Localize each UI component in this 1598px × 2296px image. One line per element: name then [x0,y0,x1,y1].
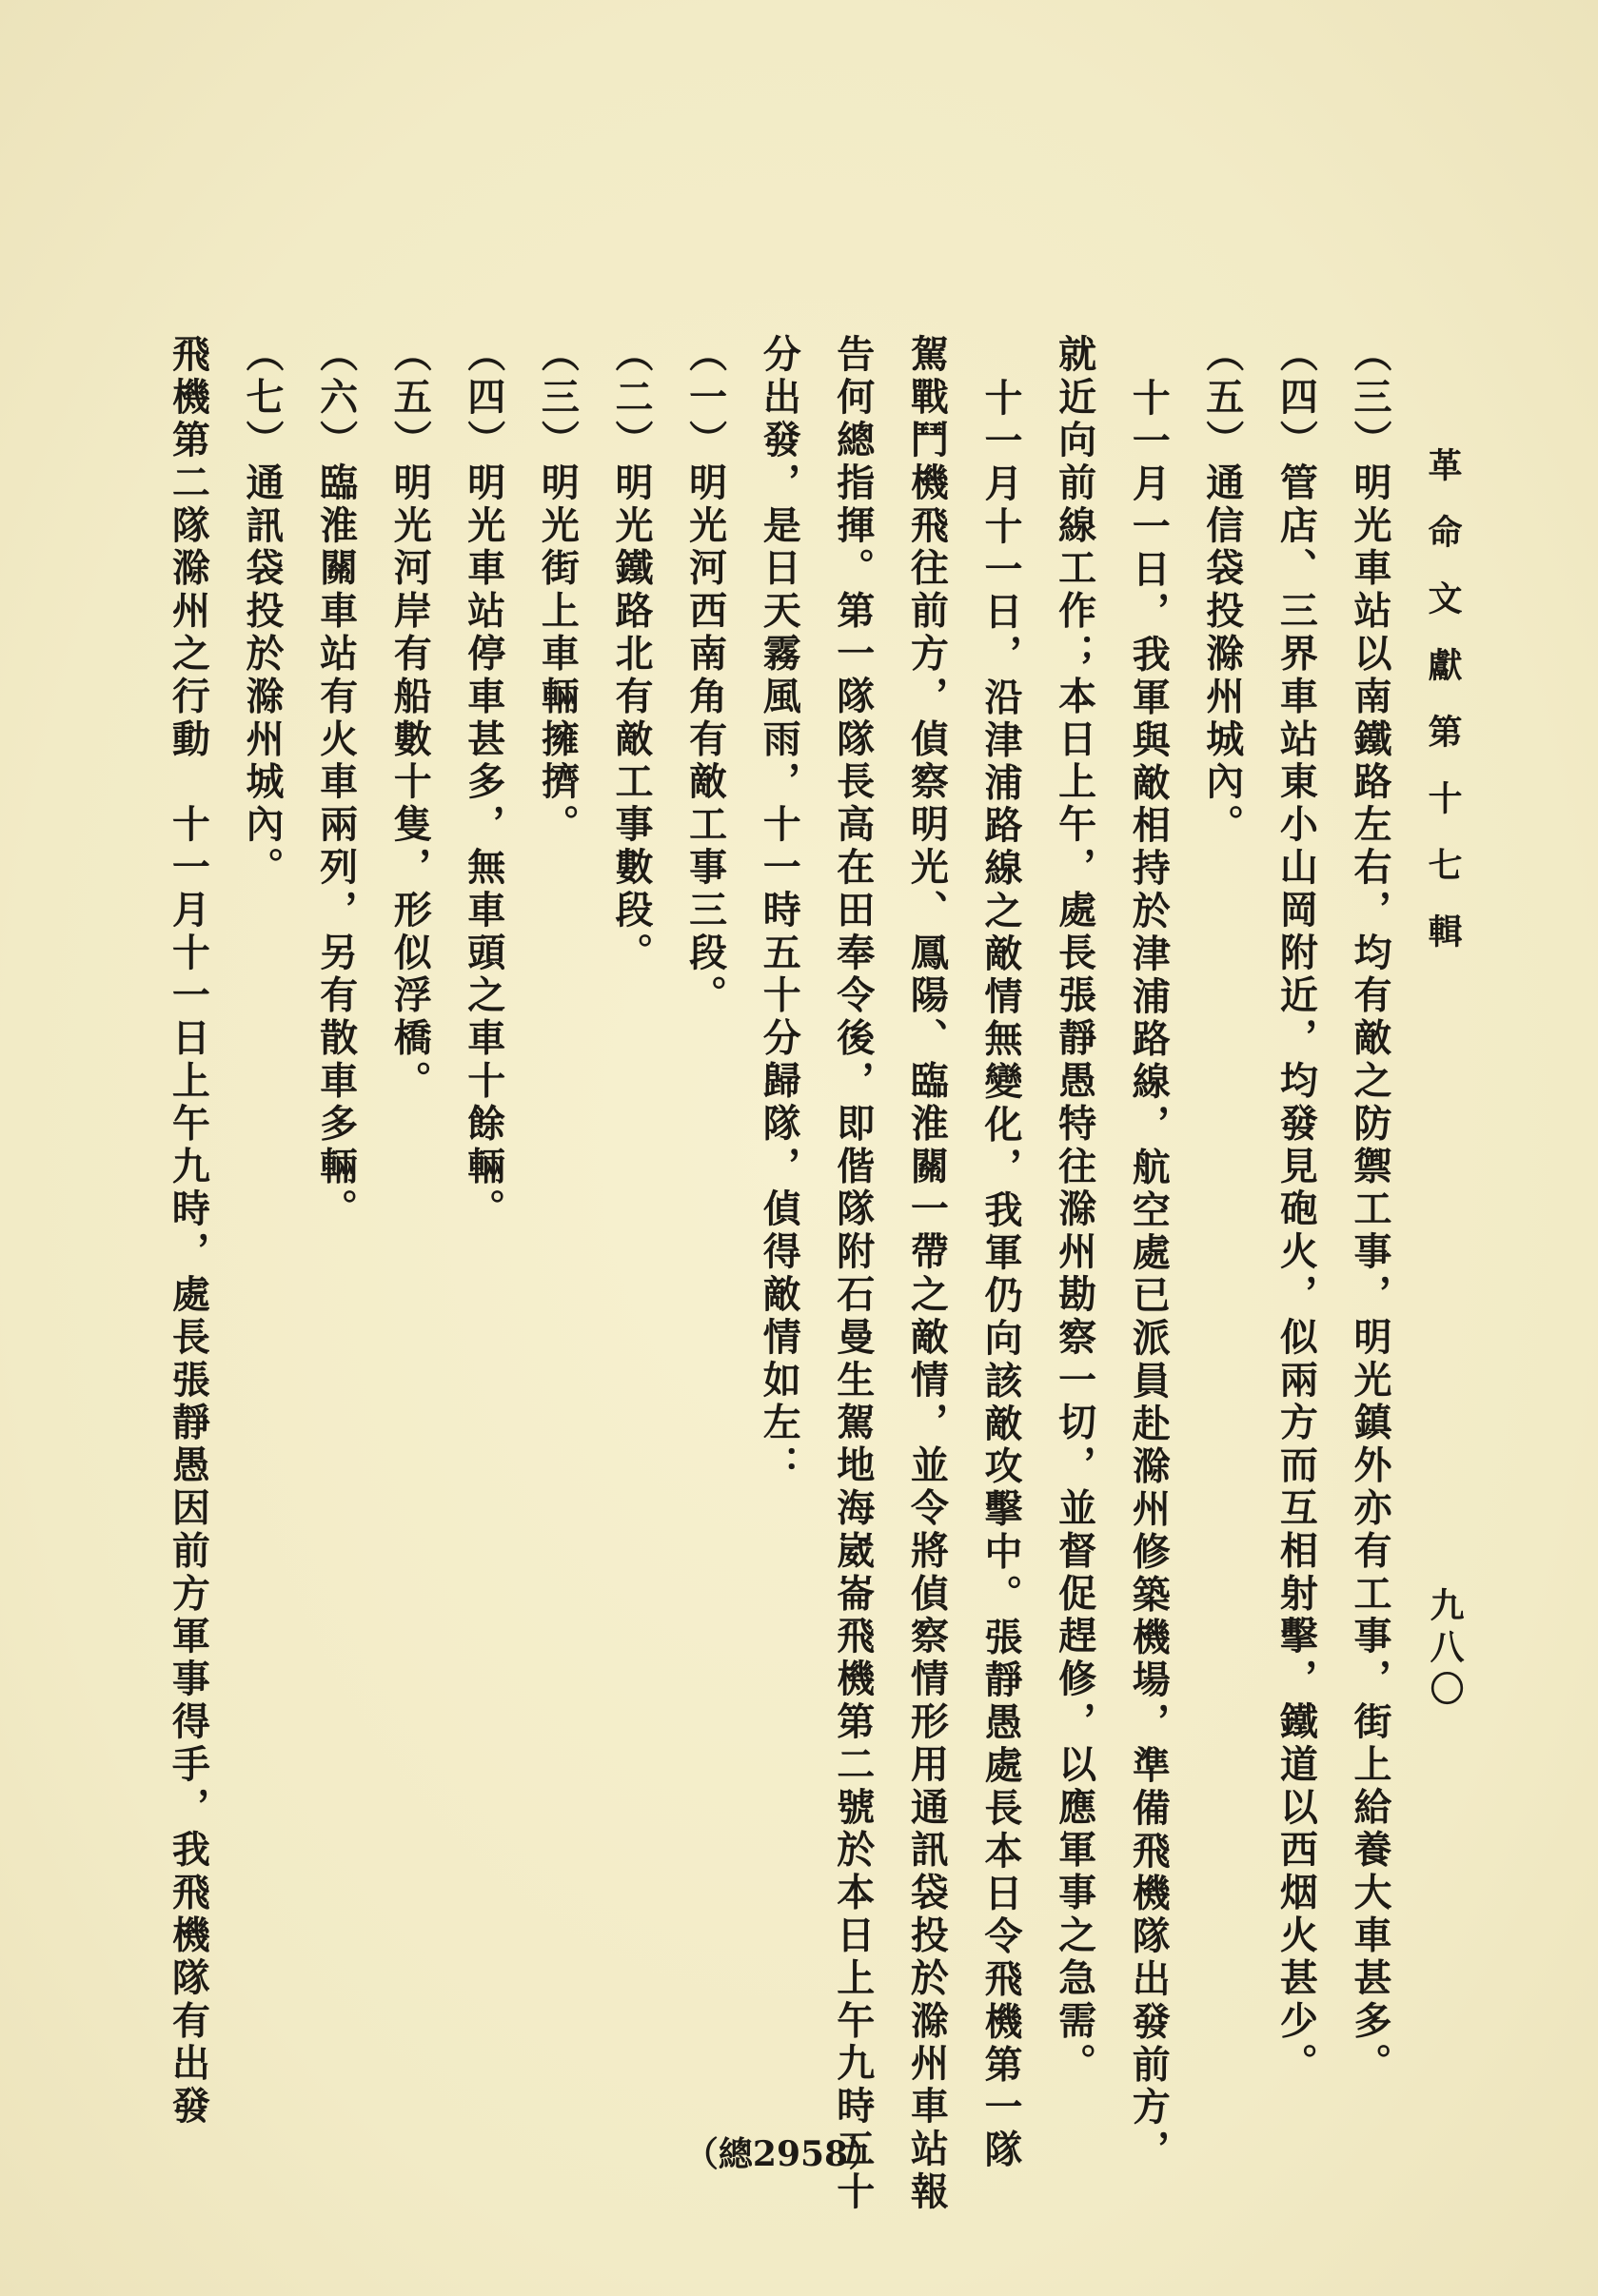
text-column: （二）明光鐵路北有敵工事數段。 [609,334,654,975]
text-column: （五）明光河岸有船數十隻，形似浮橋。 [387,334,433,1104]
text-column: 告何總指揮。第一隊隊長高在田奉令後，即偕隊附石曼生駕地海崴崙飛機第二號於本日上午九時五十 [830,334,876,2214]
text-column: 分出發，是日天霧風雨，十一時五十分歸隊，偵得敵情如左： [757,334,802,1488]
column-text: 十一月十一日上午九時，處長張靜愚因前方軍事得手，我飛機隊有出發 [166,761,211,2129]
text-column-section-heading [165,334,210,2129]
text-column: 就近向前線工作；本日上午，處長張靜愚特往滁州勘察一切，並督促趕修，以應軍事之急需。 [1052,334,1097,2086]
section-heading: 飛機第二隊滁州之行動 [166,334,211,761]
text-column: （六）臨淮關車站有火車兩列，另有散車多輛。 [313,334,359,1231]
text-column: （七）通訊袋投於滁州城內。 [240,334,285,890]
running-title: 革命文獻第十七輯 [1423,447,1463,980]
text-column: （三）明光街上車輛擁擠。 [535,334,581,847]
text-column: （三）明光車站以南鐵路左右，均有敵之防禦工事，明光鎮外亦有工事，街上給養大車甚多。 [1348,334,1392,2086]
text-column: 駕戰鬥機飛往前方，偵察明光、鳳陽、臨淮關一帶之敵情，並令將偵察情形用通訊袋投於滁州車站報 [904,334,950,2214]
text-column: （四）明光車站停車甚多，無車頭之車十餘輛。 [461,334,506,1231]
page-number: 九八〇 [1425,1587,1465,1713]
total-page-number: （總2958） [683,2134,883,2174]
text-column: （一）明光河西南角有敵工事三段。 [682,334,728,1018]
text-column: 十一月一日，我軍與敵相持於津浦路線，航空處已派員赴滁州修築機場，準備飛機隊出發前方， [1126,378,1172,2172]
text-column: 十一月十一日，沿津浦路線之敵情無變化，我軍仍向該敵攻擊中。張靜愚處長本日令飛機第一隊 [978,378,1023,2172]
text-column: （五）通信袋投滁州城內。 [1199,334,1245,847]
text-column: （四）管店、三界車站東小山岡附近，均發見砲火，似兩方而互相射擊，鐵道以西烟火甚少。 [1273,334,1319,2086]
